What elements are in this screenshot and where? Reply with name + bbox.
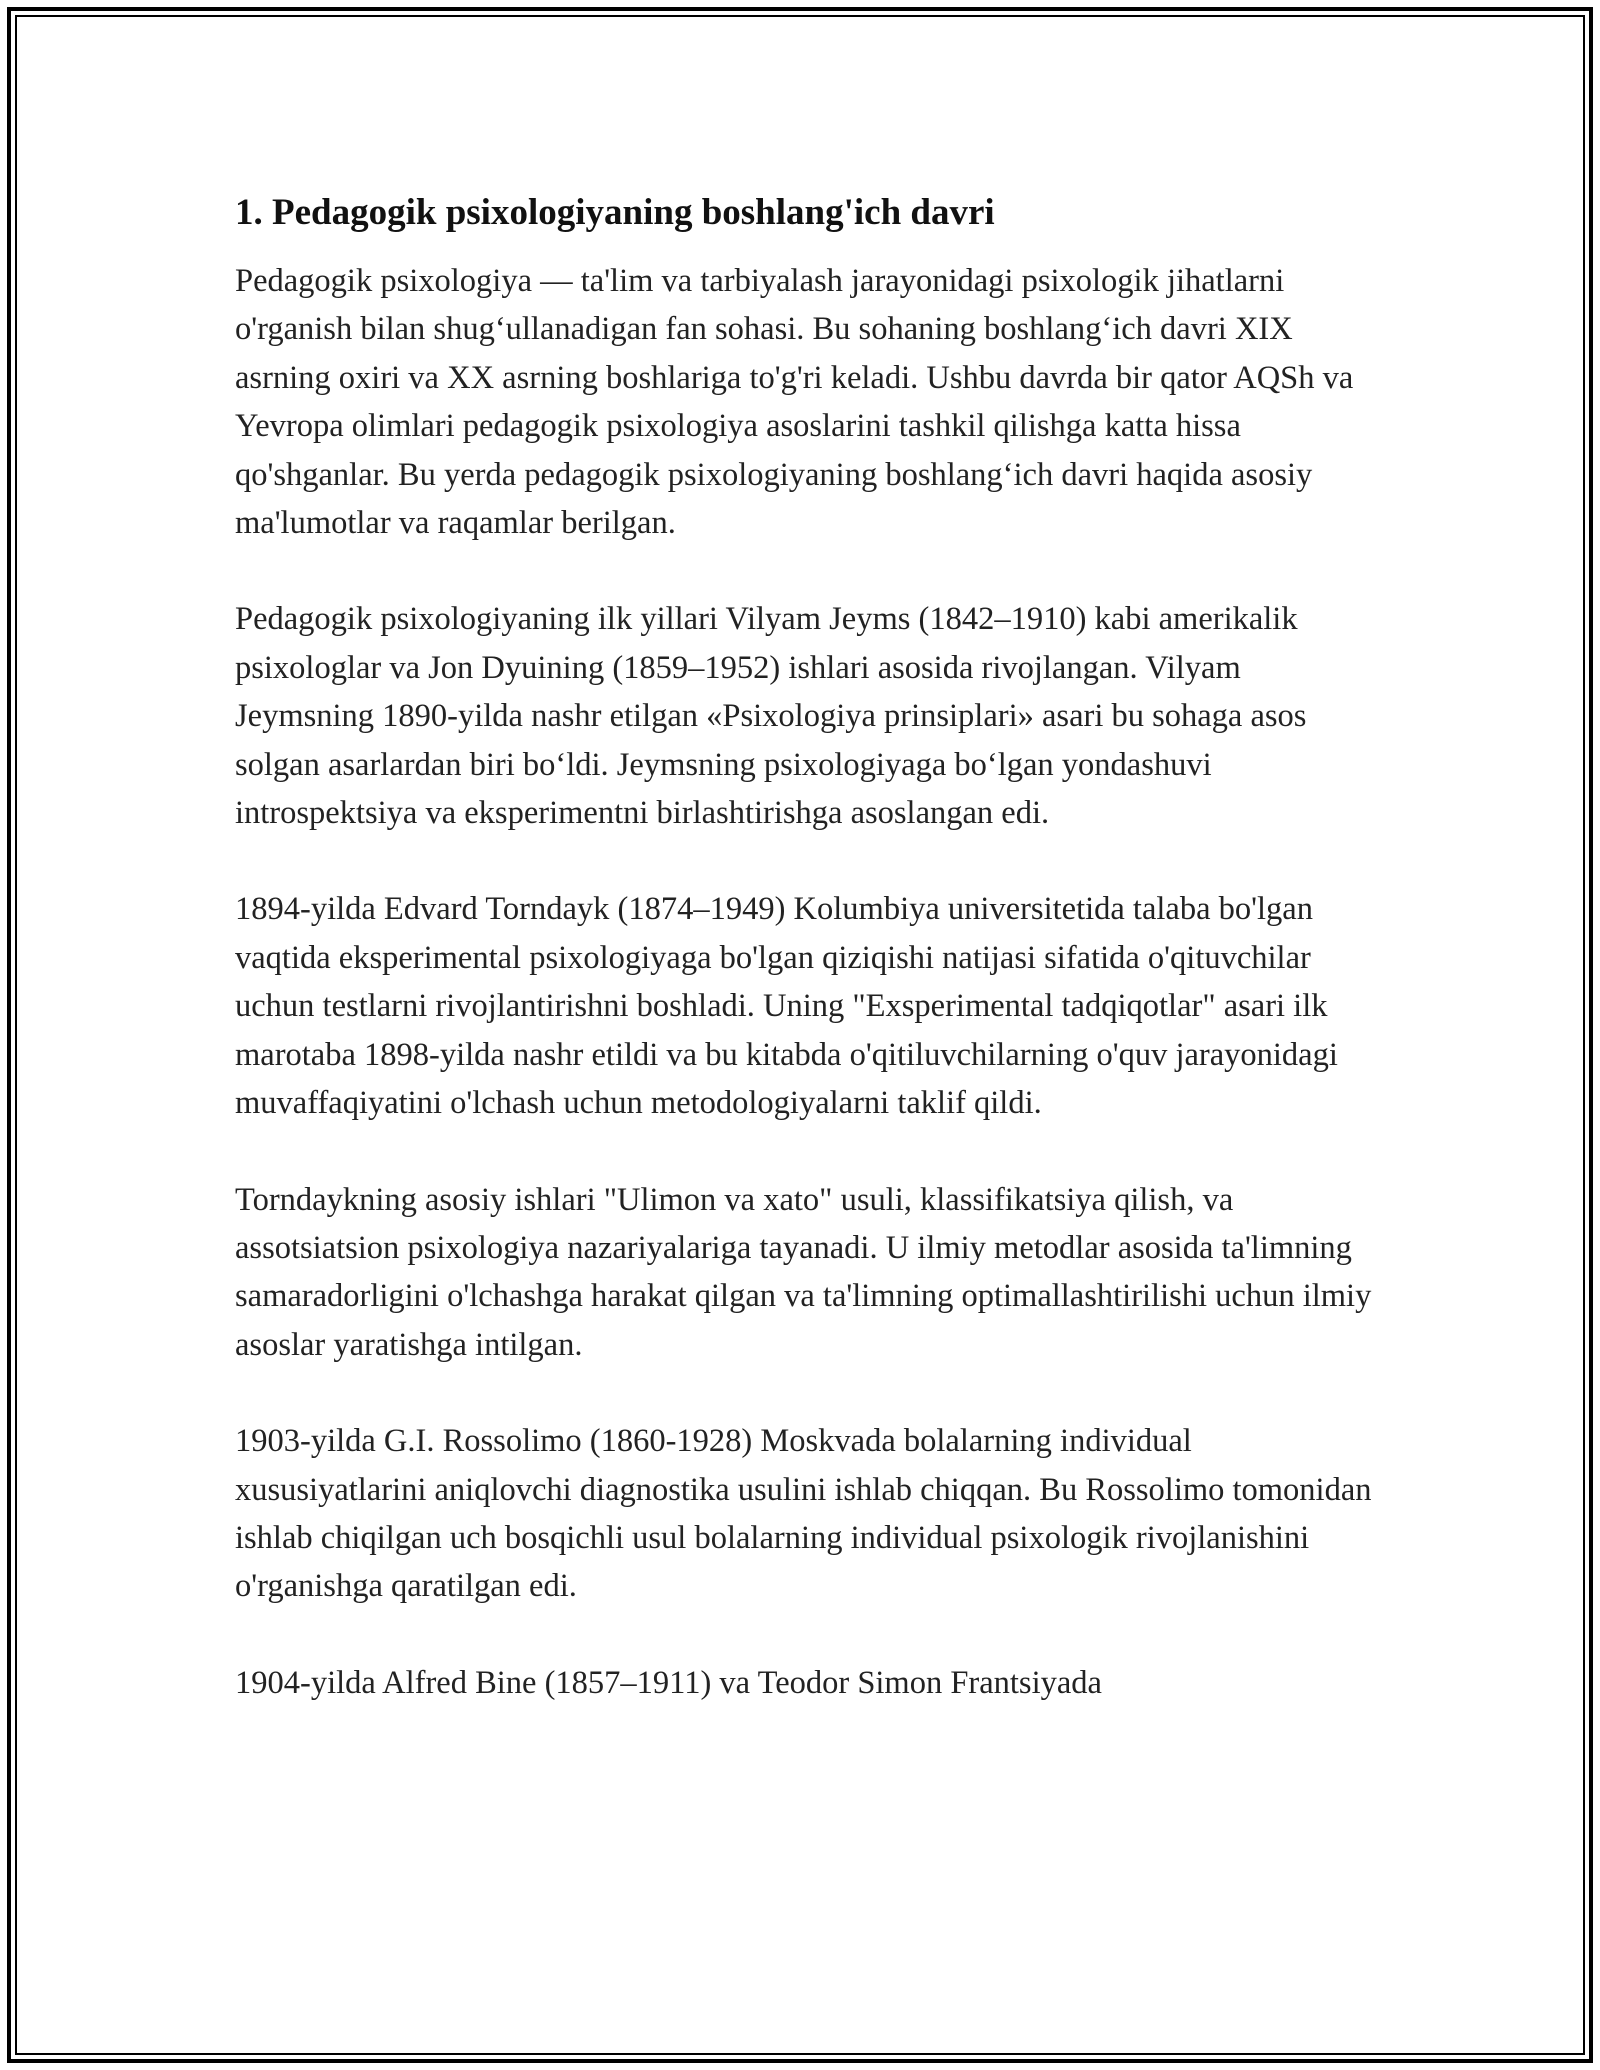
paragraph-thorndike-methods: Torndaykning asosiy ishlari "Ulimon va xato" usuli, klassifikatsiya qilish, va assotsiatsion psixologiya nazariyalariga tayanadi. U ilmiy metodlar asosida ta'limning samaradorligini o'lchashga harakat qilgan va ta'limning optimallashtirilishi uchun ilmiy asoslar yaratishga intilgan. xyxy=(235,1181,1372,1363)
paragraph-intro: Pedagogik psixologiya — ta'lim va tarbiyalash jarayonidagi psixologik jihatlarni o'rganish bilan shug‘ullanadigan fan sohasi. Bu sohaning boshlang‘ich davri XIX asrning oxiri va XX asrning boshlariga to'g'ri keladi. Ushbu davrda bir qator AQSh va Yevropa olimlari pedagogik psixologiya asoslarini tashkil qilishga katta hissa qo'shganlar. Bu yerda pedagogik psixologiyaning boshlang‘ich davri haqida asosiy ma'lumotlar va raqamlar berilgan. xyxy=(235,263,1354,542)
paragraph-rossolimo: 1903-yilda G.I. Rossolimo (1860-1928) Moskvada bolalarning individual xususiyatlarini aniqlovchi diagnostika usulini ishlab chiqqan. Bu Rossolimo tomonidan ishlab chiqilgan uch bosqichli usul bolalarning individual psixologik rivojlanishini o'rganishga qaratilgan edi. xyxy=(235,1423,1372,1605)
paragraph-binet: 1904-yilda Alfred Bine (1857–1911) va Teodor Simon Frantsiyada xyxy=(235,1664,1102,1701)
document-body xyxy=(235,185,1385,1755)
section-heading: 1. Pedagogik psixologiyaning boshlang'ich davri xyxy=(235,192,995,233)
paragraph-thorndike: 1894-yilda Edvard Torndayk (1874–1949) Kolumbiya universitetida talaba bo'lgan vaqtida eksperimental psixologiyaga bo'lgan qiziqishi natijasi sifatida o'qituvchilar uchun testlarni rivojlantirishni boshladi. Uning "Exsperimental tadqiqotlar" asari ilk marotaba 1898-yilda nashr etildi va bu kitabda o'qitiluvchilarning o'quv jarayonidagi muvaffaqiyatini o'lchash uchun metodologiyalarni taklif qildi. xyxy=(235,891,1338,1122)
paragraph-james-dewey: Pedagogik psixologiyaning ilk yillari Vilyam Jeyms (1842–1910) kabi amerikalik psixologlar va Jon Dyuining (1859–1952) ishlari asosida rivojlangan. Vilyam Jeymsning 1890-yilda nashr etilgan «Psixologiya prinsiplari» asari bu sohaga asos solgan asarlardan biri bo‘ldi. Jeymsning psixologiyaga bo‘lgan yondashuvi introspektsiya va eksperimentni birlashtirishga asoslangan edi. xyxy=(235,601,1307,832)
